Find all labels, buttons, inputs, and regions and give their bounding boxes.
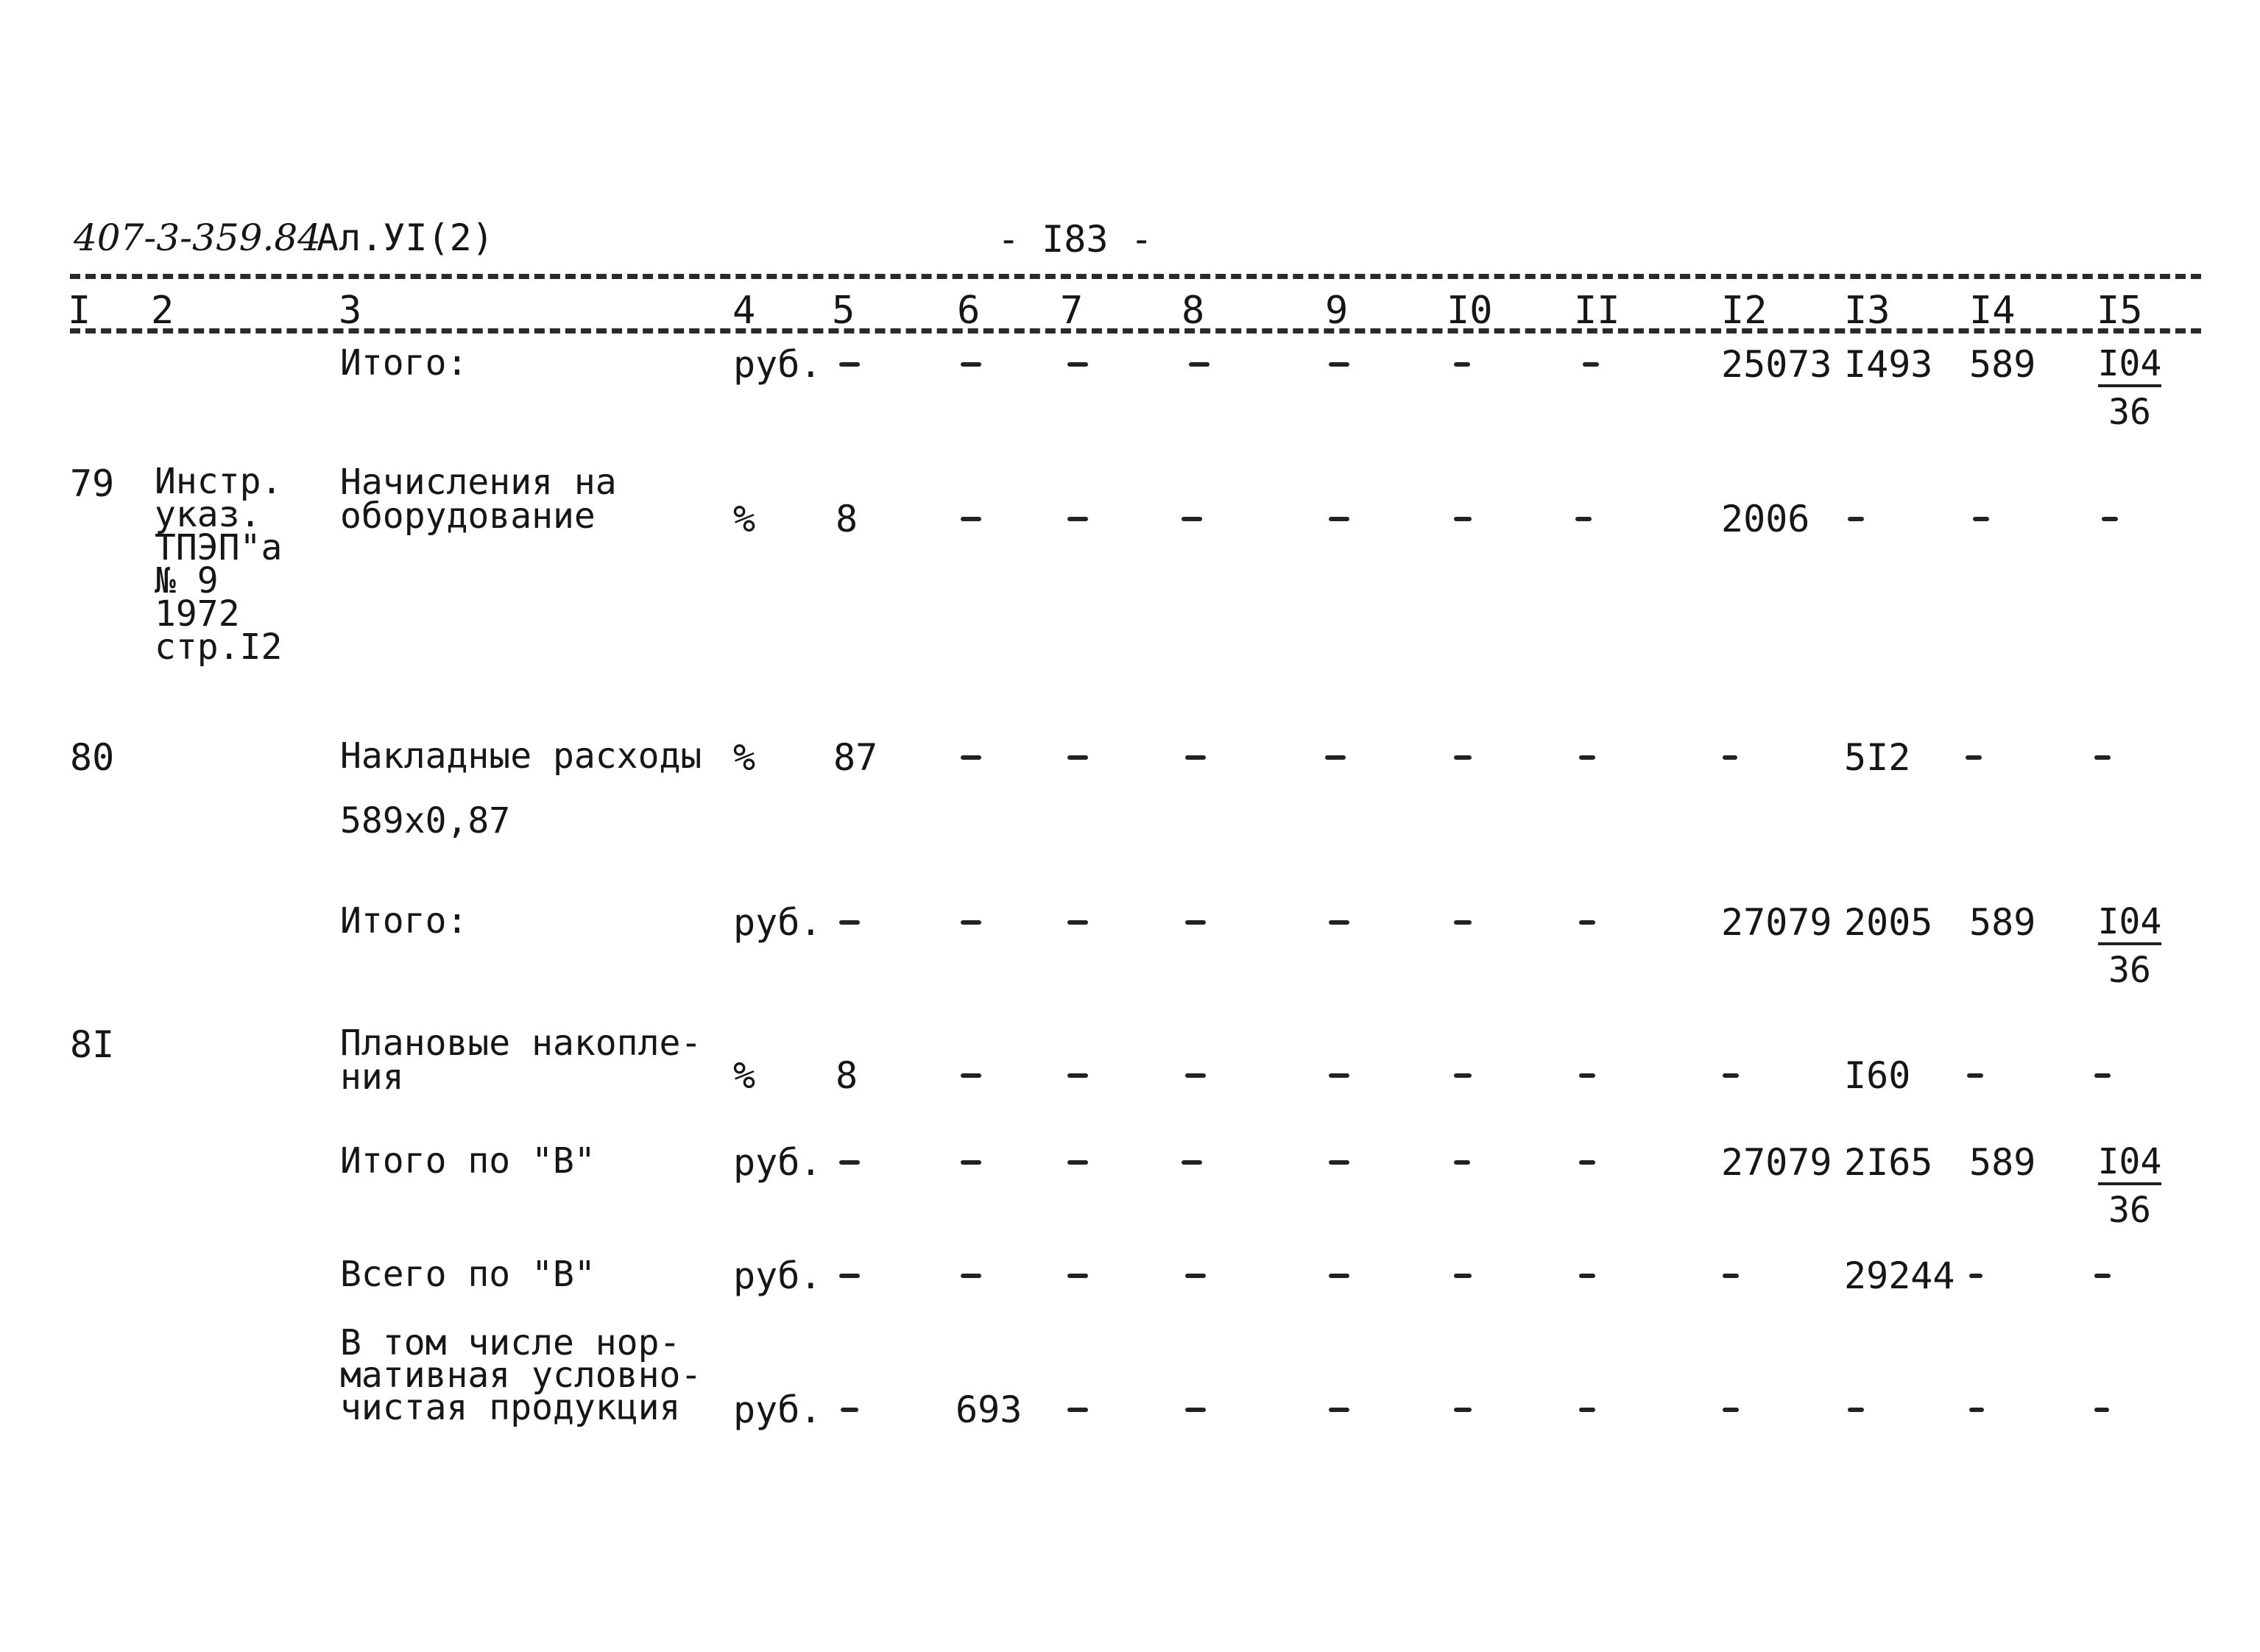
row-subtotal-1-col13: I493 bbox=[1844, 343, 1933, 386]
col-9-number: 9 bbox=[1325, 289, 1349, 333]
row-79-dash bbox=[1182, 517, 1202, 521]
row-ncp-dash bbox=[1185, 1408, 1206, 1412]
col-8-number: 8 bbox=[1182, 289, 1205, 333]
row-79-dash bbox=[1575, 517, 1592, 521]
row-subtotal-1-dash bbox=[961, 362, 981, 367]
col-14-number: I4 bbox=[1969, 289, 2016, 333]
col-6-number: 6 bbox=[957, 289, 981, 333]
row-ncp-label: В том числе нор- мативная условно- чистая продукция bbox=[340, 1322, 702, 1428]
row-81-label: Плановые накопле- ния bbox=[340, 1023, 702, 1098]
row-79-col5: 8 bbox=[836, 498, 858, 540]
col-10-number: I0 bbox=[1447, 289, 1493, 333]
row-79-dash bbox=[1848, 517, 1864, 521]
row-subtotal-1-dash bbox=[839, 362, 860, 367]
row-subtotal-2-label: Итого: bbox=[340, 900, 468, 942]
row-subtotal-1-dash bbox=[1454, 362, 1470, 367]
page-number: - I83 - bbox=[997, 218, 1153, 261]
row-subtotal-2-dash bbox=[1579, 920, 1595, 925]
row-81-col5: 8 bbox=[836, 1054, 858, 1097]
row-total-v-col15-numerator: I04 bbox=[2098, 1144, 2162, 1185]
row-80-col13: 5I2 bbox=[1844, 736, 1911, 779]
row-total-v-col13: 2I65 bbox=[1844, 1141, 1933, 1184]
row-ncp-dash bbox=[1848, 1408, 1864, 1412]
row-ncp-dash bbox=[1969, 1408, 1984, 1412]
column-numbers-rule bbox=[70, 328, 2201, 333]
row-subtotal-1-col12: 25073 bbox=[1721, 343, 1832, 386]
row-total-v-col15-denominator: 36 bbox=[2108, 1190, 2151, 1231]
row-80-dash bbox=[1723, 755, 1737, 760]
row-ncp-dash bbox=[1579, 1408, 1595, 1412]
row-total-v-col14: 589 bbox=[1969, 1141, 2036, 1184]
col-5-number: 5 bbox=[832, 289, 855, 333]
row-grand-total-v-dash bbox=[1969, 1274, 1982, 1278]
row-total-v-dash bbox=[1329, 1160, 1349, 1165]
row-total-v-dash bbox=[1182, 1160, 1202, 1165]
row-79-dash bbox=[1329, 517, 1349, 521]
row-ncp-dash bbox=[841, 1408, 858, 1412]
col-4-number: 4 bbox=[732, 289, 756, 333]
row-79-dash bbox=[1973, 517, 1989, 521]
row-ncp-unit: руб. bbox=[733, 1388, 822, 1431]
row-subtotal-2-dash bbox=[1185, 920, 1206, 925]
row-79-col12: 2006 bbox=[1721, 498, 1810, 540]
row-80-dash bbox=[1579, 755, 1595, 760]
row-ncp-dash bbox=[1723, 1408, 1739, 1412]
row-total-v-dash bbox=[1067, 1160, 1088, 1165]
row-grand-total-v-dash bbox=[2094, 1274, 2111, 1278]
row-80-dash bbox=[1185, 755, 1206, 760]
row-subtotal-2-dash bbox=[1454, 920, 1472, 925]
row-subtotal-1-dash bbox=[1067, 362, 1088, 367]
row-total-v-label: Итого по "В" bbox=[340, 1140, 596, 1182]
row-grand-total-v-col13: 29244 bbox=[1844, 1254, 1955, 1297]
row-subtotal-1-col15-numerator: I04 bbox=[2098, 346, 2162, 387]
row-subtotal-1-col15-denominator: 36 bbox=[2108, 392, 2151, 433]
row-80-dash bbox=[1067, 755, 1088, 760]
row-80-number: 80 bbox=[70, 736, 115, 779]
row-subtotal-1-col15 bbox=[2097, 343, 2163, 433]
row-80-dash bbox=[2094, 755, 2111, 760]
row-81-dash bbox=[1723, 1073, 1739, 1078]
row-grand-total-v-dash bbox=[1329, 1274, 1349, 1278]
row-grand-total-v-dash bbox=[839, 1274, 860, 1278]
row-81-dash bbox=[1454, 1073, 1472, 1078]
album-label: Ал.УI(2) bbox=[317, 216, 494, 259]
row-81-dash bbox=[2094, 1073, 2111, 1078]
row-subtotal-2-dash bbox=[1067, 920, 1088, 925]
row-subtotal-1-dash bbox=[1329, 362, 1349, 367]
row-subtotal-2-dash bbox=[839, 920, 860, 925]
row-total-v-col15 bbox=[2097, 1141, 2163, 1231]
row-ncp-dash bbox=[1329, 1408, 1349, 1412]
row-79-unit: % bbox=[733, 498, 756, 540]
row-81-dash bbox=[1329, 1073, 1349, 1078]
col-2-number: 2 bbox=[151, 289, 174, 333]
row-79-dash bbox=[1067, 517, 1088, 521]
row-80-label: Накладные расходы bbox=[340, 735, 702, 777]
row-grand-total-v-dash bbox=[1454, 1274, 1472, 1278]
row-80-calc: 589х0,87 bbox=[340, 800, 511, 841]
row-79-number: 79 bbox=[70, 462, 115, 505]
row-grand-total-v-label: Всего по "В" bbox=[340, 1254, 596, 1295]
row-81-dash bbox=[1579, 1073, 1595, 1078]
row-grand-total-v-dash bbox=[961, 1274, 981, 1278]
row-ncp-dash bbox=[1067, 1408, 1088, 1412]
row-80-dash bbox=[1325, 755, 1346, 760]
row-subtotal-2-col15-denominator: 36 bbox=[2108, 950, 2151, 991]
row-total-v-unit: руб. bbox=[733, 1141, 822, 1184]
row-79-label: Начисления на оборудование bbox=[340, 462, 617, 537]
row-grand-total-v-dash bbox=[1185, 1274, 1206, 1278]
row-ncp-dash bbox=[1454, 1408, 1472, 1412]
col-12-number: I2 bbox=[1721, 289, 1768, 333]
row-subtotal-1-label: Итого: bbox=[340, 342, 468, 384]
row-grand-total-v-unit: руб. bbox=[733, 1254, 822, 1297]
row-total-v-dash bbox=[1579, 1160, 1595, 1165]
row-81-number: 8I bbox=[70, 1023, 115, 1066]
col-7-number: 7 bbox=[1060, 289, 1084, 333]
row-81-unit: % bbox=[733, 1054, 756, 1097]
col-11-number: II bbox=[1574, 289, 1620, 333]
row-subtotal-2-unit: руб. bbox=[733, 901, 822, 944]
document-code: 407-3-359.84 bbox=[74, 216, 321, 259]
row-subtotal-2-col15 bbox=[2097, 901, 2163, 991]
row-81-dash bbox=[1967, 1073, 1983, 1078]
header-rule bbox=[70, 274, 2201, 279]
row-total-v-col12: 27079 bbox=[1721, 1141, 1832, 1184]
row-grand-total-v-dash bbox=[1579, 1274, 1595, 1278]
row-grand-total-v-dash bbox=[1723, 1274, 1739, 1278]
row-ncp-dash bbox=[2094, 1408, 2109, 1412]
row-79-basis: Инстр. указ. ТПЭП"а № 9 1972 стр.I2 bbox=[155, 461, 283, 668]
row-79-dash bbox=[1454, 517, 1472, 521]
row-subtotal-1-col14: 589 bbox=[1969, 343, 2036, 386]
row-subtotal-2-dash bbox=[961, 920, 981, 925]
row-subtotal-2-col13: 2005 bbox=[1844, 901, 1933, 944]
row-80-unit: % bbox=[733, 736, 756, 779]
row-81-col13: I60 bbox=[1844, 1054, 1911, 1097]
col-15-number: I5 bbox=[2097, 289, 2143, 333]
row-subtotal-2-dash bbox=[1329, 920, 1349, 925]
row-80-dash bbox=[961, 755, 981, 760]
row-80-dash bbox=[1966, 755, 1982, 760]
row-79-dash bbox=[2102, 517, 2118, 521]
row-80-col5: 87 bbox=[833, 736, 878, 779]
row-79-dash bbox=[961, 517, 981, 521]
row-subtotal-1-unit: руб. bbox=[733, 343, 822, 386]
row-grand-total-v-dash bbox=[1067, 1274, 1088, 1278]
row-total-v-dash bbox=[961, 1160, 981, 1165]
row-80-dash bbox=[1454, 755, 1472, 760]
row-ncp-col6: 693 bbox=[956, 1388, 1023, 1431]
row-total-v-dash bbox=[1454, 1160, 1470, 1165]
row-subtotal-1-dash bbox=[1189, 362, 1210, 367]
row-subtotal-2-col15-numerator: I04 bbox=[2098, 904, 2162, 945]
col-13-number: I3 bbox=[1844, 289, 1890, 333]
col-1-number: I bbox=[68, 289, 91, 333]
row-81-dash bbox=[961, 1073, 981, 1078]
col-3-number: 3 bbox=[339, 289, 362, 333]
row-subtotal-1-dash bbox=[1583, 362, 1599, 367]
row-subtotal-2-col14: 589 bbox=[1969, 901, 2036, 944]
row-81-dash bbox=[1067, 1073, 1088, 1078]
row-total-v-dash bbox=[839, 1160, 860, 1165]
row-subtotal-2-col12: 27079 bbox=[1721, 901, 1832, 944]
row-81-dash bbox=[1185, 1073, 1206, 1078]
